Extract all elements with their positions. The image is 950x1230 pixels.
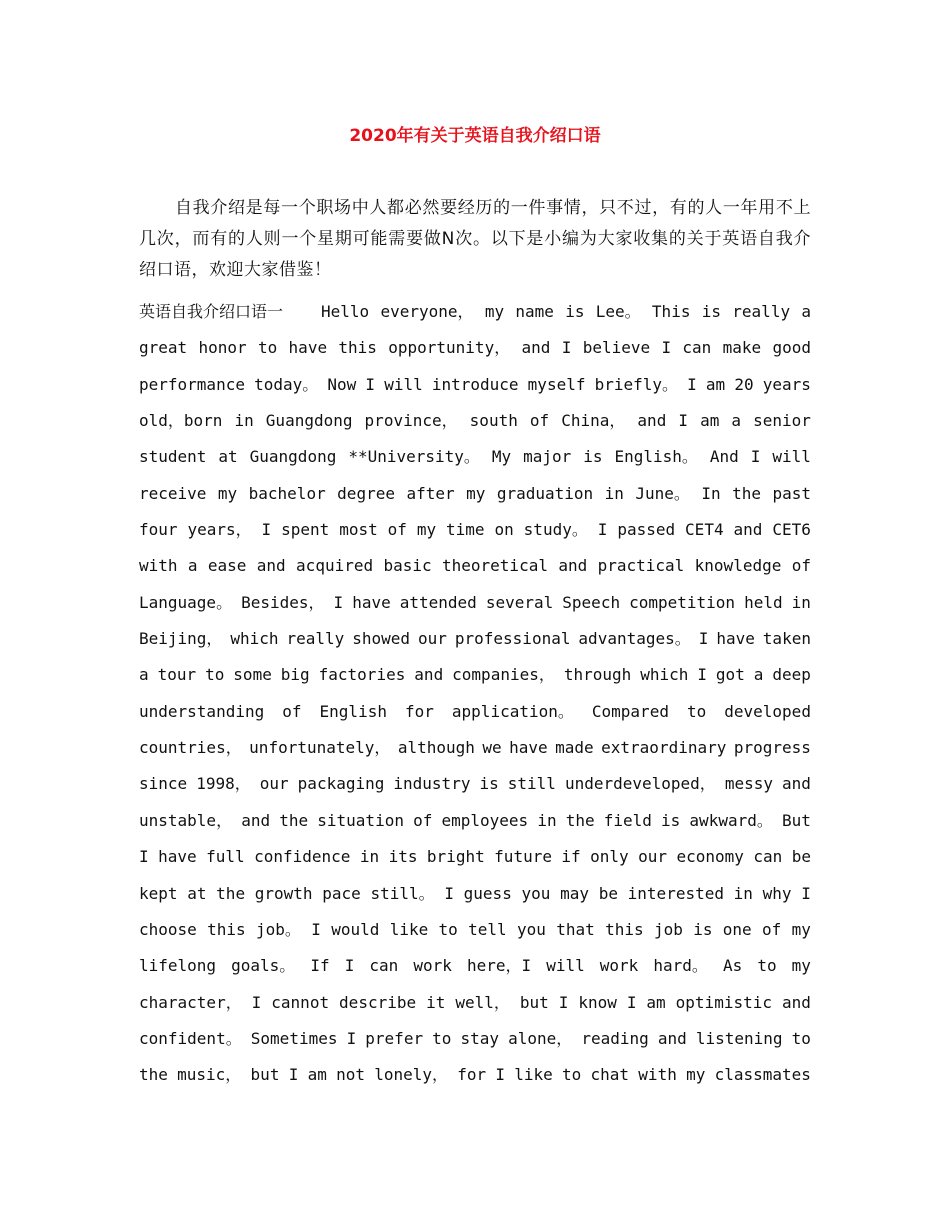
word: attended	[399, 592, 477, 612]
word: student	[139, 447, 207, 467]
word: Sometimes	[250, 1028, 338, 1048]
word: my	[791, 956, 811, 976]
word: Besides，	[241, 592, 325, 612]
word: hard。	[653, 956, 708, 976]
word: and	[558, 556, 588, 576]
word: China，	[561, 411, 626, 431]
word: my	[791, 919, 811, 939]
word: is	[583, 447, 603, 467]
intro-paragraph: 自我介绍是每一个职场中人都必然要经历的一件事情，只不过，有的人一年用不上几次，而有的人则一个星期可能需要做N次。以下是小编为大家收集的关于英语自我介绍口语，欢迎大家借鉴！	[139, 198, 811, 280]
word: which	[640, 665, 689, 685]
word: growth	[254, 883, 313, 903]
word: our	[638, 847, 668, 867]
word: this	[605, 919, 644, 939]
word: interested	[627, 883, 724, 903]
section-first-line	[139, 297, 811, 333]
word: June。	[635, 483, 690, 503]
word: am	[307, 1065, 327, 1085]
word: in	[537, 810, 557, 830]
body-line-18	[139, 951, 811, 987]
word: progress	[733, 738, 811, 758]
word: And	[709, 447, 739, 467]
word: I	[444, 883, 454, 903]
word: I	[311, 919, 321, 939]
body-line-10	[139, 660, 811, 696]
word: factories	[318, 665, 406, 685]
word: Lee。	[595, 302, 641, 321]
word: Speech	[562, 592, 621, 612]
word: here，I	[466, 956, 532, 976]
word: to	[257, 338, 278, 358]
word: and	[256, 556, 286, 576]
word: job	[653, 919, 683, 939]
word: four	[139, 520, 178, 540]
word: in	[604, 483, 624, 503]
word: prefer	[365, 1028, 424, 1048]
word: I	[139, 847, 149, 867]
word: a	[753, 665, 764, 685]
word: in	[359, 847, 380, 867]
word: on	[494, 520, 514, 540]
word: although	[397, 738, 475, 758]
body-line-11	[139, 697, 811, 733]
word: performance	[139, 374, 245, 394]
word: is	[661, 810, 681, 830]
word: at	[218, 447, 238, 467]
word: advantages。	[578, 629, 691, 649]
word: years	[762, 374, 811, 394]
word: competition	[629, 592, 736, 612]
word: confident。	[139, 1028, 242, 1048]
word: senior	[753, 411, 811, 431]
word: economy	[676, 847, 744, 867]
word: I	[698, 629, 709, 649]
word: chat	[590, 1065, 630, 1085]
word: Beijing，	[139, 629, 223, 649]
word: deep	[772, 665, 811, 685]
word: big	[280, 665, 310, 685]
word: our	[418, 629, 447, 649]
word: major	[523, 447, 572, 467]
word: am	[700, 411, 720, 431]
word: I	[687, 374, 697, 394]
word: is	[565, 302, 585, 321]
word: I	[561, 338, 572, 358]
word: and	[657, 1028, 687, 1048]
word: theoretical	[442, 556, 548, 576]
body-line-2	[139, 370, 811, 406]
word: countries，	[139, 738, 242, 758]
body-line-1	[139, 333, 811, 369]
word: I	[661, 338, 672, 358]
word: study。	[523, 520, 588, 540]
word: it	[426, 992, 446, 1012]
word: full	[206, 847, 245, 867]
word: everyone，	[380, 302, 474, 321]
word: to	[432, 1028, 452, 1048]
word: have	[509, 738, 548, 758]
word: old，born	[139, 411, 223, 431]
word: industry	[393, 774, 471, 794]
word: practical	[597, 556, 685, 576]
word: unstable，	[139, 810, 233, 830]
word: and	[781, 992, 811, 1012]
word: awkward。	[689, 810, 773, 830]
word: name	[515, 302, 554, 321]
word: This	[651, 302, 691, 321]
word: CET4	[685, 520, 724, 540]
word: you	[521, 883, 551, 903]
word: honor	[198, 338, 247, 358]
word: will	[772, 447, 811, 467]
word: I	[801, 883, 811, 903]
word: I	[678, 411, 689, 431]
word: have	[158, 847, 197, 867]
word: you	[517, 919, 546, 939]
word: CET6	[772, 520, 811, 540]
word: made	[555, 738, 594, 758]
word: I	[597, 520, 608, 540]
word: and	[782, 774, 811, 794]
word: in	[791, 592, 811, 612]
word: my	[466, 483, 486, 503]
word: I	[251, 992, 262, 1012]
word: really	[286, 629, 345, 649]
body-line-5	[139, 479, 811, 515]
body-line-0	[321, 297, 811, 333]
word: in	[234, 411, 254, 431]
word: is	[479, 774, 499, 794]
word: kept	[139, 883, 178, 903]
word: and	[414, 665, 444, 685]
word: great	[139, 338, 188, 358]
word: Language。	[139, 592, 233, 612]
word: lonely，	[374, 1065, 449, 1085]
word: would	[331, 919, 380, 939]
word: Now	[327, 374, 357, 394]
word: introduce	[431, 374, 519, 394]
word: a	[801, 302, 811, 321]
word: to	[757, 956, 777, 976]
word: and	[733, 520, 763, 540]
word: and	[521, 338, 551, 358]
word: basic	[383, 556, 432, 576]
word: be	[791, 847, 811, 867]
word: to	[562, 1065, 582, 1085]
word: years，	[187, 520, 252, 540]
word: and	[637, 411, 667, 431]
word: with	[139, 556, 178, 576]
word: If	[310, 956, 330, 976]
word: at	[187, 883, 207, 903]
word: 1998，	[196, 774, 251, 794]
word: this	[338, 338, 377, 358]
word: work	[413, 956, 452, 976]
word: have	[288, 338, 328, 358]
body-line-4	[139, 442, 811, 478]
body-line-8	[139, 588, 811, 624]
word: a	[731, 411, 742, 431]
word: the	[139, 1065, 168, 1085]
word: have	[352, 592, 391, 612]
word: the	[216, 883, 246, 903]
word: receive	[139, 483, 207, 503]
body-line-7	[139, 551, 811, 587]
word: good	[772, 338, 811, 358]
word: our	[259, 774, 289, 794]
word: of	[791, 556, 811, 576]
word: character，	[139, 992, 242, 1012]
body-line-12	[139, 733, 811, 769]
word: is	[701, 302, 721, 321]
word: the	[279, 810, 309, 830]
word: the	[565, 810, 595, 830]
word: I	[697, 665, 707, 685]
word: reading	[581, 1028, 649, 1048]
word: messy	[724, 774, 773, 794]
word: unfortunately，	[249, 738, 391, 758]
word: its	[388, 847, 418, 867]
word: held	[744, 592, 783, 612]
word: through	[563, 665, 632, 685]
word: application。	[451, 701, 574, 721]
word: I	[626, 992, 637, 1012]
word: most	[339, 520, 378, 540]
word: for	[404, 701, 434, 721]
word: I	[344, 956, 355, 976]
word: packaging	[297, 774, 385, 794]
word: but	[250, 1065, 280, 1085]
word: music，	[177, 1065, 242, 1085]
word: I	[333, 592, 344, 612]
word: lifelong	[139, 956, 217, 976]
word: future	[494, 847, 552, 867]
word: bachelor	[248, 483, 326, 503]
word: job。	[255, 919, 301, 939]
word: still。	[370, 883, 435, 903]
word: my	[484, 302, 505, 321]
word: cannot	[271, 992, 330, 1012]
body-line-16	[139, 879, 811, 915]
word: guess	[463, 883, 512, 903]
word: I	[261, 520, 272, 540]
word: well，	[455, 992, 510, 1012]
word: choose	[139, 919, 197, 939]
word: several	[485, 592, 554, 612]
word: got	[715, 665, 745, 685]
word: goals。	[231, 956, 296, 976]
word: like	[514, 1065, 553, 1085]
body-line-20	[139, 1024, 811, 1060]
word: passed	[617, 520, 676, 540]
word: 20	[734, 374, 754, 394]
word: situation	[317, 810, 404, 830]
body-text	[139, 297, 811, 1097]
word: tour	[157, 665, 197, 685]
word: with	[638, 1065, 677, 1085]
word: to	[438, 919, 458, 939]
word: to	[686, 701, 707, 721]
word: of	[413, 810, 433, 830]
word: why	[762, 883, 792, 903]
body-line-15	[139, 842, 811, 878]
word: my	[416, 520, 437, 540]
body-line-9	[139, 624, 811, 660]
word: the	[732, 483, 761, 503]
word: after	[406, 483, 455, 503]
word: But	[781, 810, 811, 830]
word: we	[482, 738, 502, 758]
word: make	[722, 338, 762, 358]
word: I	[365, 374, 376, 394]
word: will	[546, 956, 585, 976]
word: developed	[724, 701, 811, 721]
word: confidence	[254, 847, 351, 867]
word: opportunity，	[388, 338, 511, 358]
word: a	[139, 665, 149, 685]
word: optimistic	[675, 992, 772, 1012]
word: English。	[614, 447, 698, 467]
word: which	[230, 629, 279, 649]
word: extraordinary	[601, 738, 727, 758]
word: myself	[527, 374, 586, 394]
word: will	[384, 374, 423, 394]
word: **University。	[348, 447, 480, 467]
word: am	[646, 992, 666, 1012]
word: for	[457, 1065, 487, 1085]
word: Guangdong	[249, 447, 337, 467]
word: taken	[762, 629, 811, 649]
word: of	[387, 520, 407, 540]
word: not	[336, 1065, 365, 1085]
word: province，	[364, 411, 458, 431]
word: I	[288, 1065, 299, 1085]
body-line-14	[139, 806, 811, 842]
body-line-6	[139, 515, 811, 551]
word: know	[578, 992, 617, 1012]
word: I	[558, 992, 569, 1012]
word: am	[705, 374, 726, 394]
word: acquired	[296, 556, 374, 576]
word: professional	[454, 629, 571, 649]
word: my	[217, 483, 238, 503]
word: that	[556, 919, 595, 939]
word: field	[603, 810, 652, 830]
word: showed	[352, 629, 411, 649]
word: of	[529, 411, 550, 431]
word: I	[346, 1028, 357, 1048]
word: spent	[281, 520, 330, 540]
word: is	[693, 919, 713, 939]
word: In	[701, 483, 721, 503]
word: if	[561, 847, 581, 867]
word: one	[722, 919, 752, 939]
word: can	[753, 847, 783, 867]
body-line-19	[139, 988, 811, 1024]
word: my	[686, 1065, 706, 1085]
word: work	[599, 956, 639, 976]
word: of	[282, 701, 302, 721]
word: believe	[582, 338, 651, 358]
word: ease	[207, 556, 247, 576]
word: may	[560, 883, 590, 903]
body-line-13	[139, 769, 811, 805]
word: a	[187, 556, 198, 576]
word: be	[598, 883, 618, 903]
word: My	[491, 447, 512, 467]
word: I	[495, 1065, 506, 1085]
word: can	[682, 338, 712, 358]
word: some	[233, 665, 272, 685]
word: and	[241, 810, 271, 830]
word: understanding	[139, 701, 265, 721]
word: only	[590, 847, 629, 867]
word: I	[750, 447, 761, 467]
word: but	[519, 992, 549, 1012]
word: today。	[254, 374, 319, 394]
body-line-3	[139, 406, 811, 442]
word: tell	[468, 919, 507, 939]
word: have	[716, 629, 755, 649]
word: south	[469, 411, 518, 431]
body-line-17	[139, 915, 811, 951]
word: can	[369, 956, 399, 976]
word: in	[733, 883, 753, 903]
word: English	[319, 701, 387, 721]
word: this	[207, 919, 246, 939]
word: knowledge	[694, 556, 782, 576]
word: As	[722, 956, 743, 976]
body-line-21	[139, 1060, 811, 1096]
word: alone，	[508, 1028, 573, 1048]
word: underdeveloped，	[564, 774, 716, 794]
word: Guangdong	[265, 411, 353, 431]
word: past	[772, 483, 811, 503]
word: companies，	[452, 665, 555, 685]
word: time	[446, 520, 485, 540]
word: really	[732, 302, 791, 321]
document-title: 2020年有关于英语自我介绍口语	[349, 126, 601, 146]
word: employees	[441, 810, 529, 830]
word: stay	[460, 1028, 500, 1048]
word: pace	[322, 883, 361, 903]
section-label: 英语自我介绍口语一	[139, 302, 284, 321]
word: graduation	[496, 483, 594, 503]
word: bright	[426, 847, 485, 867]
word: Compared	[591, 701, 669, 721]
word: Hello	[321, 302, 370, 321]
word: still	[507, 774, 556, 794]
word: of	[762, 919, 782, 939]
word: to	[205, 665, 225, 685]
word: degree	[337, 483, 395, 503]
word: like	[389, 919, 429, 939]
word: classmates	[714, 1065, 811, 1085]
word: listening	[695, 1028, 783, 1048]
word: describe	[339, 992, 417, 1012]
word: briefly。	[594, 374, 679, 394]
word: to	[791, 1028, 811, 1048]
word: since	[139, 774, 188, 794]
